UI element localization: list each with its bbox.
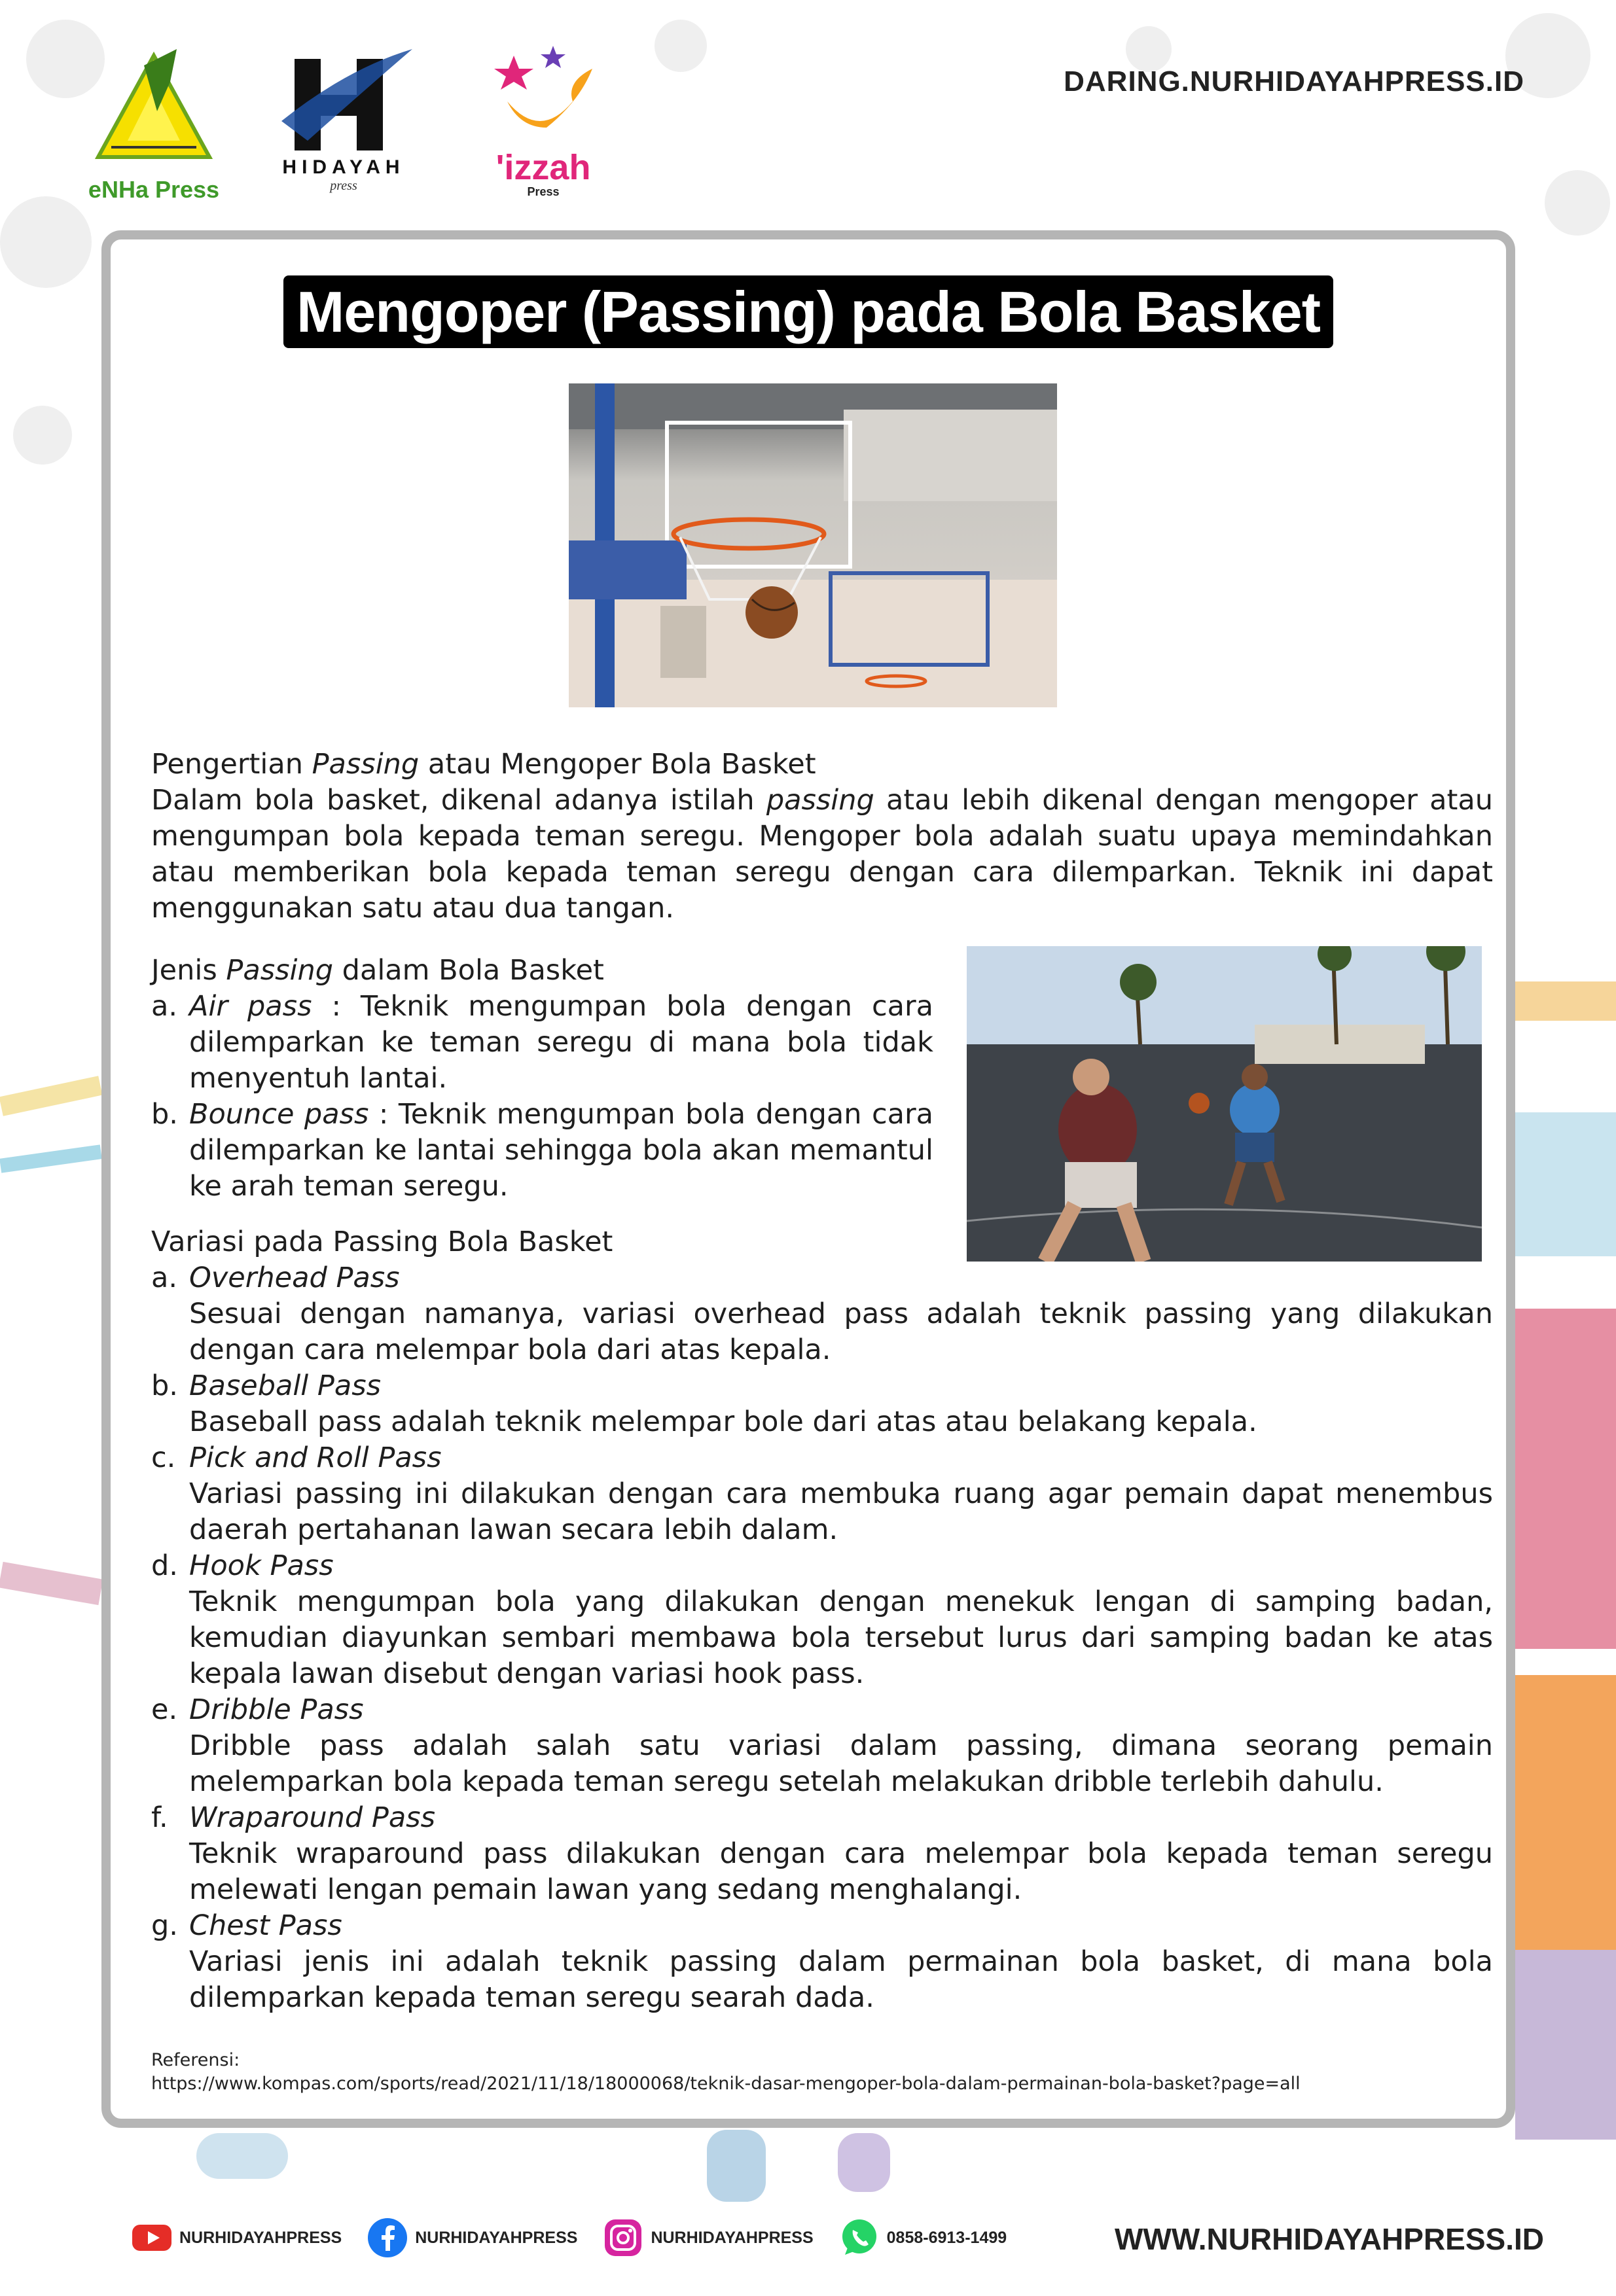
whatsapp-icon <box>838 2217 880 2259</box>
players-dribbling-photo <box>967 946 1482 1262</box>
izzah-sub-text: Press <box>527 185 560 198</box>
whatsapp-label: 0858-6913-1499 <box>886 2228 1007 2247</box>
enha-press-logo <box>72 49 236 203</box>
site-url-top[interactable]: DARING.NURHIDAYAHPRESS.ID <box>1064 65 1524 97</box>
youtube-icon <box>131 2217 173 2259</box>
article-card <box>101 230 1515 2128</box>
instagram-link[interactable] <box>602 2217 813 2259</box>
hidayah-press-logo <box>268 43 419 206</box>
list-item: a. Air pass : Teknik mengumpan bola dengan cara dilemparkan ke teman seregu di mana bola tidak menyentuh lantai. <box>151 990 933 1095</box>
definition-paragraph: Dalam bola basket, dikenal adanya istilah passing atau lebih dikenal dengan mengoper atau mengumpan bola kepada teman seregu. Mengoper bola adalah suatu upaya memindahkan atau memberikan bola kepada teman seregu dengan cara dilemparkan. Teknik ini dapat menggunakan satu atau dua tangan. <box>151 784 1493 925</box>
variations-section <box>151 1224 1493 2016</box>
footer-socials <box>131 2215 1032 2261</box>
facebook-label: NURHIDAYAHPRESS <box>415 2228 578 2247</box>
instagram-label: NURHIDAYAHPRESS <box>651 2228 814 2247</box>
izzah-press-logo <box>468 43 619 206</box>
enha-press-text: eNHa Press <box>88 176 220 203</box>
reference-block <box>151 2049 1493 2096</box>
list-item: b. Bounce pass : Teknik mengumpan bola dengan cara dilemparkan ke lantai sehingga bola akan memantul ke arah teman seregu. <box>151 1098 933 1203</box>
list-item: e. Dribble Pass Dribble pass adalah salah satu variasi dalam passing, dimana seorang pemain melemparkan bola kepada teman seregu setelah melakukan dribble terlebih dahulu. <box>151 1693 1493 1798</box>
list-item: a. Overhead Pass Sesuai dengan namanya, variasi overhead pass adalah teknik passing yang dilakukan dengan cara melempar bola dari atas kepala. <box>151 1262 1493 1366</box>
instagram-icon <box>602 2217 644 2259</box>
reference-link[interactable]: https://www.kompas.com/sports/read/2021/11/18/18000068/teknik-dasar-mengoper-bola-dalam-permainan-bola-basket?page=all <box>151 2074 1301 2094</box>
definition-heading: Pengertian Passing atau Mengoper Bola Basket <box>151 748 816 781</box>
list-item: c. Pick and Roll Pass Variasi passing ini dilakukan dengan cara membuka ruang agar pemain dapat menembus daerah pertahanan lawan secara lebih dalam. <box>151 1441 1493 1546</box>
basketball-hoop-photo <box>569 383 1057 707</box>
facebook-icon <box>367 2217 408 2259</box>
youtube-link[interactable] <box>131 2217 342 2259</box>
article-title <box>111 279 1506 345</box>
reference-label: Referensi: <box>151 2050 240 2070</box>
youtube-label: NURHIDAYAHPRESS <box>179 2228 342 2247</box>
article-title-text: Mengoper (Passing) pada Bola Basket <box>283 275 1333 348</box>
whatsapp-link[interactable] <box>838 2217 1007 2259</box>
hidayah-sub-text: press <box>330 179 357 193</box>
types-heading: Jenis Passing dalam Bola Basket <box>151 954 604 987</box>
list-item: g. Chest Pass Variasi jenis ini adalah teknik passing dalam permainan bola basket, di mana bola dilemparkan kepada teman seregu searah dada. <box>151 1909 1493 2014</box>
site-url-bottom[interactable]: WWW.NURHIDAYAHPRESS.ID <box>1115 2222 1544 2256</box>
list-item: b. Baseball Pass Baseball pass adalah teknik melempar bole dari atas atau belakang kepala. <box>151 1369 1257 1438</box>
variations-heading: Variasi pada Passing Bola Basket <box>151 1226 613 1258</box>
list-item: f. Wraparound Pass Teknik wraparound pass dilakukan dengan cara melempar bola kepada teman seregu melewati lengan pemain lawan yang sedang menghalangi. <box>151 1801 1493 1906</box>
facebook-link[interactable] <box>367 2217 577 2259</box>
list-item: d. Hook Pass Teknik mengumpan bola yang dilakukan dengan menekuk lengan di samping badan, kemudian diayunkan sembari membawa bola tersebut lurus dari samping badan ke atas kepala lawan disebut dengan variasi hook pass. <box>151 1549 1493 1690</box>
hidayah-text: HIDAYAH <box>282 156 405 178</box>
izzah-text: 'izzah <box>495 148 591 187</box>
